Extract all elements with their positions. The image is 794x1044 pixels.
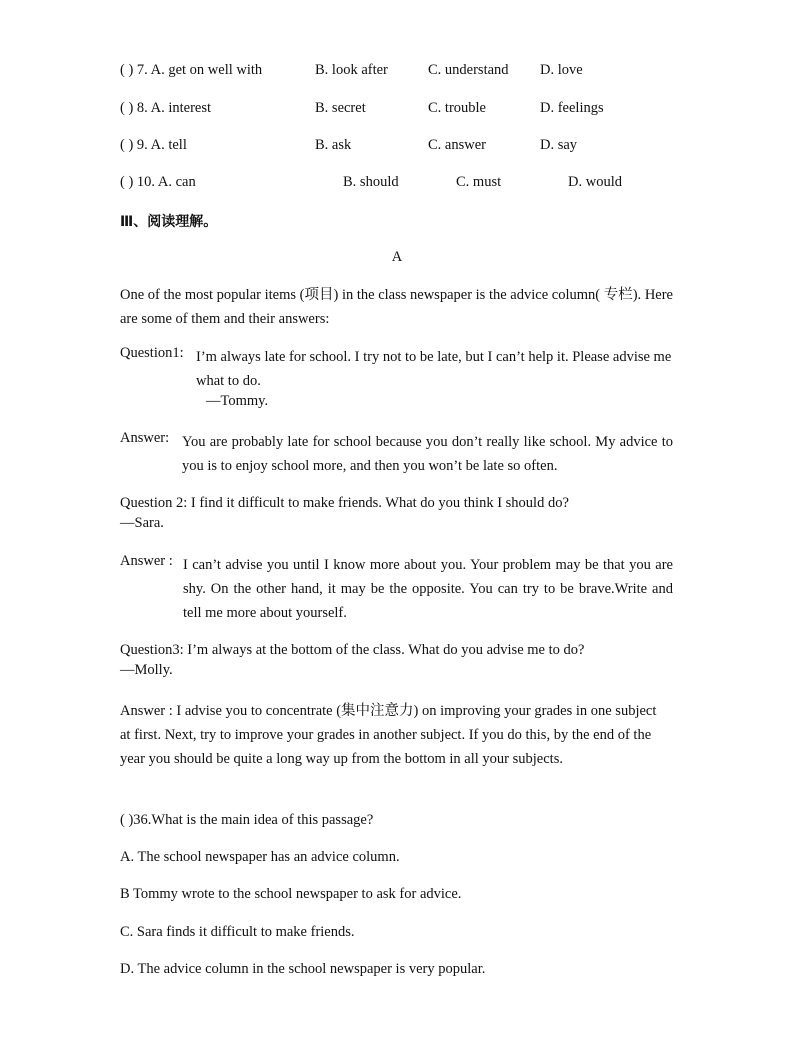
mc-q7-d: D. love	[540, 62, 583, 78]
mc-q7: ( ) 7. A. get on well with	[120, 62, 263, 78]
a2-text: I can’t advise you until I know more about you. Your problem may be that you are shy. On the other hand, it may be the opposite. You can try to be brave.Write and tell me more about yourself.	[183, 557, 673, 621]
q1-label: Question1:	[120, 345, 184, 361]
q36-option-b: B Tommy wrote to the school newspaper to ask for advice.	[120, 886, 462, 902]
q2-text: Question 2: I find it difficult to make friends. What do you think I should do?	[120, 495, 569, 511]
mc-q9-b: B. ask	[315, 137, 352, 153]
q36-option-c: C. Sara finds it difficult to make friends.	[120, 924, 355, 940]
q3-text: Question3: I’m always at the bottom of the class. What do you advise me to do?	[120, 642, 585, 658]
mc-q10: ( ) 10. A. can	[120, 174, 196, 190]
q36-option-d: D. The advice column in the school newspaper is very popular.	[120, 961, 486, 977]
mc-q9-d: D. say	[540, 137, 578, 153]
a1-text: You are probably late for school because you don’t really like school. My advice to you is to enjoy school more, and then you won’t be late so often.	[182, 434, 673, 474]
mc-q8-d: D. feelings	[540, 100, 604, 116]
passage-label: A	[391, 249, 403, 265]
a1-label: Answer:	[120, 430, 170, 446]
mc-q8-c: C. trouble	[428, 100, 486, 116]
a2-label: Answer :	[120, 553, 173, 569]
mc-q10-d: D. would	[568, 174, 622, 190]
a3-text: Answer : I advise you to concentrate (集中注意力) on improving your grades in one subject at first. Next, try to improve your grades in another subject. If you do this, by the end of the year you should be quite a long way up from the bottom in all your subjects.	[120, 703, 657, 767]
section-title: Ⅲ、阅读理解。	[120, 214, 218, 230]
q1-text: I’m always late for school. I try not to be late, but I can’t help it. Please advise me what to do.	[196, 349, 672, 389]
mc-q8-b: B. secret	[315, 100, 366, 116]
mc-q9: ( ) 9. A. tell	[120, 137, 187, 153]
q1-signature: —Tommy.	[206, 393, 269, 409]
mc-q10-b: B. should	[343, 174, 399, 190]
mc-q10-c: C. must	[456, 174, 502, 190]
mc-q7-c: C. understand	[428, 62, 509, 78]
intro-paragraph: One of the most popular items (项目) in the class newspaper is the advice column( 专栏). Here are some of them and their answers:	[120, 287, 673, 327]
mc-q9-c: C. answer	[428, 137, 486, 153]
q3-signature: —Molly.	[120, 662, 173, 678]
q36-option-a: A. The school newspaper has an advice column.	[120, 849, 400, 865]
q2-signature: —Sara.	[120, 515, 164, 531]
q36-stem: ( )36.What is the main idea of this passage?	[120, 812, 374, 828]
mc-q7-b: B. look after	[315, 62, 388, 78]
mc-q8: ( ) 8. A. interest	[120, 100, 212, 116]
